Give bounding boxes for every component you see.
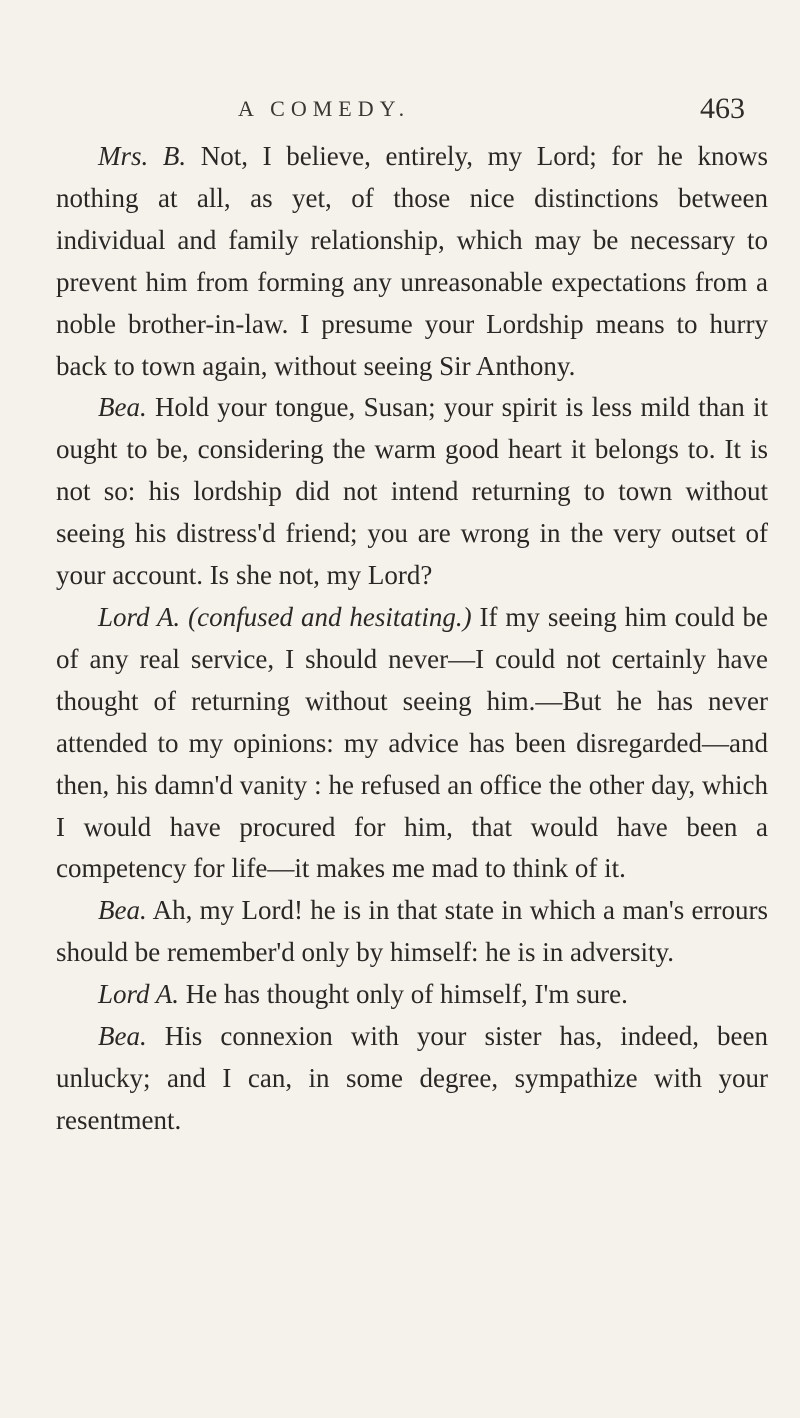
speaker-name: Bea. [98, 1021, 147, 1052]
running-head [0, 92, 800, 132]
body-text [56, 136, 768, 1142]
running-title: A COMEDY. [238, 96, 411, 121]
speaker-name: Lord A. [98, 601, 181, 632]
speech-paragraph [56, 974, 768, 1016]
speech-paragraph [56, 387, 768, 597]
speech-text: Hold your tongue, Susan; your spirit is less mild than it ought to be, considering the warm good heart it belongs to. It is not so: his lordship did not intend returning to town without seeing his distress'd friend; you are wrong in the very outset of your account. Is she not, my Lord? [56, 392, 769, 591]
speech-paragraph [56, 1016, 768, 1142]
speaker-name: Mrs. B. [98, 141, 187, 171]
speech-paragraph [56, 890, 768, 974]
speaker-name: Bea. [98, 895, 147, 926]
speech-text: If my seeing him could be of any real service, I should never—I could not certainly have thought of returning without seeing him.—But he has never attended to my opinions: my advice has been disregarded—and then, his damn'd vanity : he refused an office the other day, which I would have procured for him, that would have been a competency for life—it makes me mad to think of it. [56, 601, 768, 884]
speech-text: Not, I believe, entirely, my Lord; for he knows nothing at all, as yet, of those nice distinctions between individual and family relationship, which may be necessary to prevent him from forming any unreasonable expectations from a noble brother-in-law. I presume your Lordship means to hurry back to town again, without seeing Sir Anthony. [56, 141, 769, 381]
speech-paragraph [56, 136, 768, 387]
speech-text: He has thought only of himself, I'm sure. [185, 979, 628, 1010]
speech-paragraph [56, 597, 768, 890]
speaker-name: Lord A. [98, 979, 180, 1010]
speech-text: His connexion with your sister has, indeed, been unlucky; and I can, in some degree, sympathize with your resentment. [56, 1021, 768, 1135]
page-number: 463 [700, 92, 745, 125]
speech-text: Ah, my Lord! he is in that state in which a man's errours should be remember'd only by himself: he is in adversity. [56, 895, 768, 968]
stage-direction: (confused and hesitating.) [188, 601, 472, 632]
speaker-name: Bea. [98, 392, 147, 423]
